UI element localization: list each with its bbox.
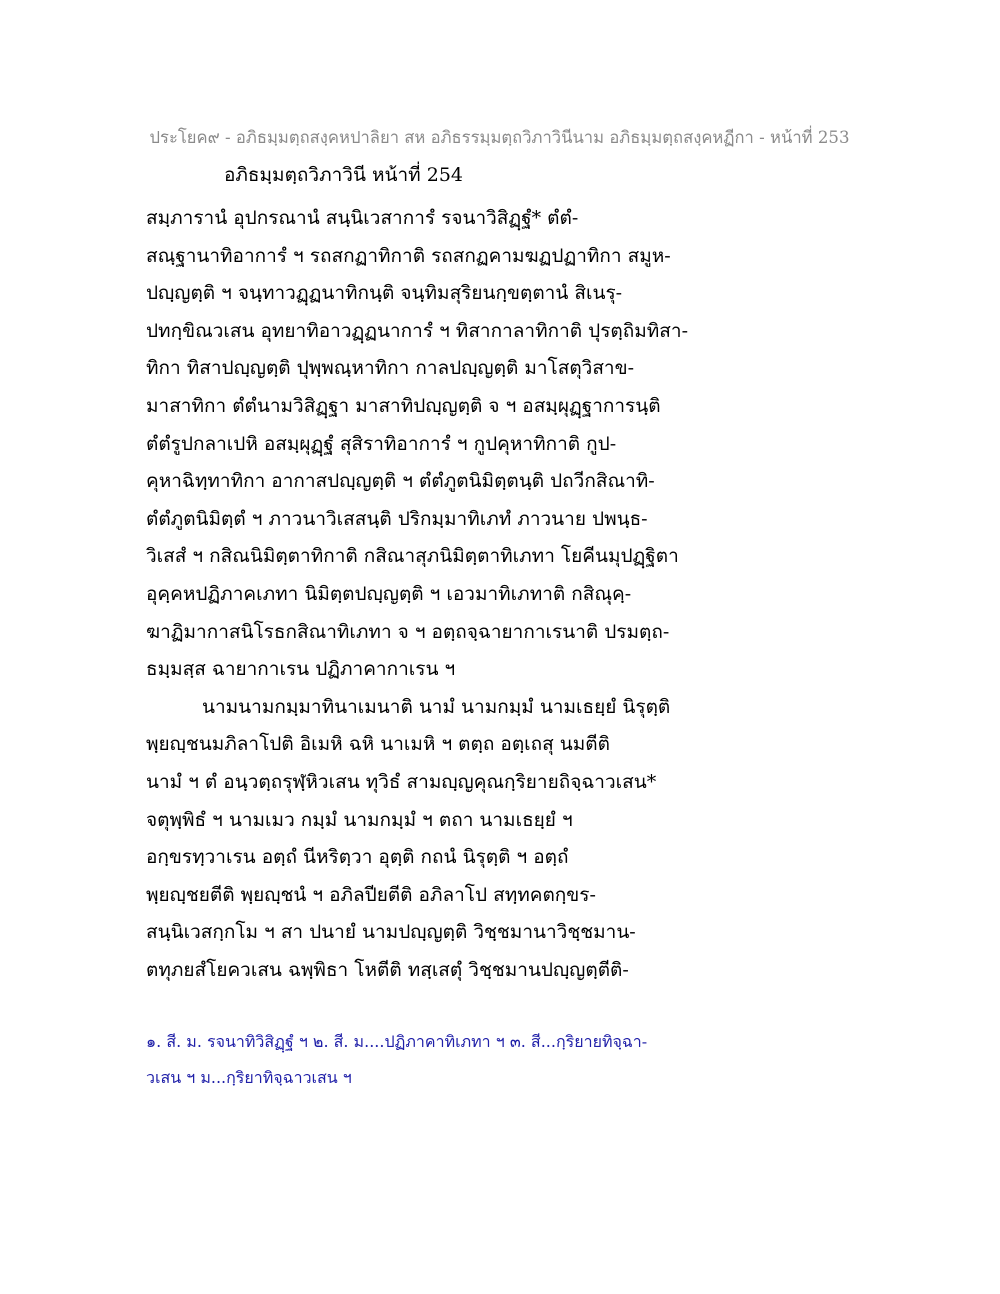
text-line: วิเสสํ ฯ กสิณนิมิตฺตาทิกาติ กสิณาสุภนิมิตฺตาทิเภทา โยคีนมุปฏฺฐิตา	[146, 545, 679, 568]
footnote-line: ๑. สี. ม. รจนาทิวิสิฏฺฐํ ฯ ๒. สี. ม....ปฏิภาคาทิเภทา ฯ ๓. สี...กฺริยายทิจฺฉา-	[146, 1032, 648, 1051]
text-line: สณฺฐานาทิอาการํ ฯ รถสกฏาทิกาติ รถสกฏคามฆฏปฏาทิกา สมูห-	[146, 244, 671, 267]
text-line: มาสาทิกา ตํตํนามวิสิฏฺฐา มาสาทิปญฺญตฺติ จ ฯ อสมฺผุฏฺฐาการนฺติ	[146, 394, 661, 417]
footnotes	[146, 1024, 706, 1096]
text-line: สมฺภารานํ อุปกรณานํ สนฺนิเวสาการํ รจนาวิสิฏฺฐํ* ตํตํ-	[146, 207, 579, 229]
text-line: อุคฺคหปฏิภาคเภทา นิมิตฺตปญฺญตฺติ ฯ เอวมาทิเภทาติ กสิณุคฺ-	[146, 582, 632, 605]
text-line: ตทุภยสํโยควเสน ฉพฺพิธา โหตีติ ทสฺเสตุํ วิชฺชมานปญฺญตฺตีติ-	[146, 958, 629, 981]
text-line: จตุพฺพิธํ ฯ นามเมว กมฺมํ นามกมฺมํ ฯ ตถา นามเธยฺยํ ฯ	[146, 808, 573, 831]
text-line: ตํตํภูตนิมิตฺตํ ฯ ภาวนาวิเสสนฺติ ปริกมฺมาทิเภทํ ภาวนาย ปพนฺธ-	[146, 507, 648, 530]
running-header: ประโยค๙ - อภิธมฺมตฺถสงฺคหปาลิยา สห อภิธรรมฺมตฺถวิภาวินีนาม อภิธมฺมตฺถสงฺคหฏีกา - หน้าที่ 253	[149, 128, 851, 148]
text-line: ตํตํรูปกลาเปหิ อสมฺผุฏฺฐํ สุสิราทิอาการํ ฯ กูปคุหาทิกาติ กูป-	[146, 432, 617, 455]
text-line: พฺยญฺชนมภิลาโปติ อิเมหิ ฉหิ นาเมหิ ฯ ตตฺถ อตฺเถสุ นมตีติ	[146, 733, 610, 756]
text-line: สนฺนิเวสกฺกโม ฯ สา ปนายํ นามปญฺญตฺติ วิชฺชมานาวิชฺชมาน-	[146, 921, 636, 944]
text-line: ปทกฺขิณวเสน อุทยาทิอาวฏฺฏนาการํ ฯ ทิสากาลาทิกาติ ปุรตฺถิมทิสา-	[146, 319, 688, 342]
page-title: อภิธมฺมตฺถวิภาวินี หน้าที่ 254	[224, 164, 463, 186]
footnote-line: วเสน ฯ ม...กฺริยาทิจฺฉาวเสน ฯ	[146, 1068, 352, 1087]
text-line: คุหาฉิทฺทาทิกา อากาสปญฺญตฺติ ฯ ตํตํภูตนิมิตฺตนฺติ ปถวีกสิณาทิ-	[146, 470, 655, 493]
body-text	[146, 200, 706, 989]
text-line: พฺยญฺชยตีติ พฺยญฺชนํ ฯ อภิลปียตีติ อภิลาโป สทฺทคตกฺขร-	[146, 883, 596, 906]
text-line: อกฺขรทฺวาเรน อตฺถํ นีหริตฺวา อุตฺติ กถนํ นิรุตฺติ ฯ อตฺถํ	[146, 846, 569, 869]
text-line: นามํ ฯ ตํ อนฺวตฺถรุฬฺหิวเสน ทุวิธํ สามญฺญคุณกฺริยายถิจฺฉาวเสน*	[146, 770, 657, 793]
text-line: ทิกา ทิสาปญฺญตฺติ ปุพฺพณฺหาทิกา กาลปญฺญตฺติ มาโสตุวิสาข-	[146, 357, 634, 380]
paragraph-start-line: นามนามกมฺมาทินาเมนาติ นามํ นามกมฺมํ นามเธยฺยํ นิรุตฺติ	[202, 695, 671, 718]
text-line: ธมฺมสฺส ฉายากาเรน ปฏิภาคากาเรน ฯ	[146, 658, 456, 681]
text-line: ฆาฏิมากาสนิโรธกสิณาทิเภทา จ ฯ อตฺถจฺฉายากาเรนาติ ปรมตฺถ-	[146, 620, 670, 643]
text-line: ปญฺญตฺติ ฯ จนฺทาวฏฺฏนาทิกนฺติ จนฺทิมสุริยนกฺขตฺตานํ สิเนรุ-	[146, 282, 623, 305]
